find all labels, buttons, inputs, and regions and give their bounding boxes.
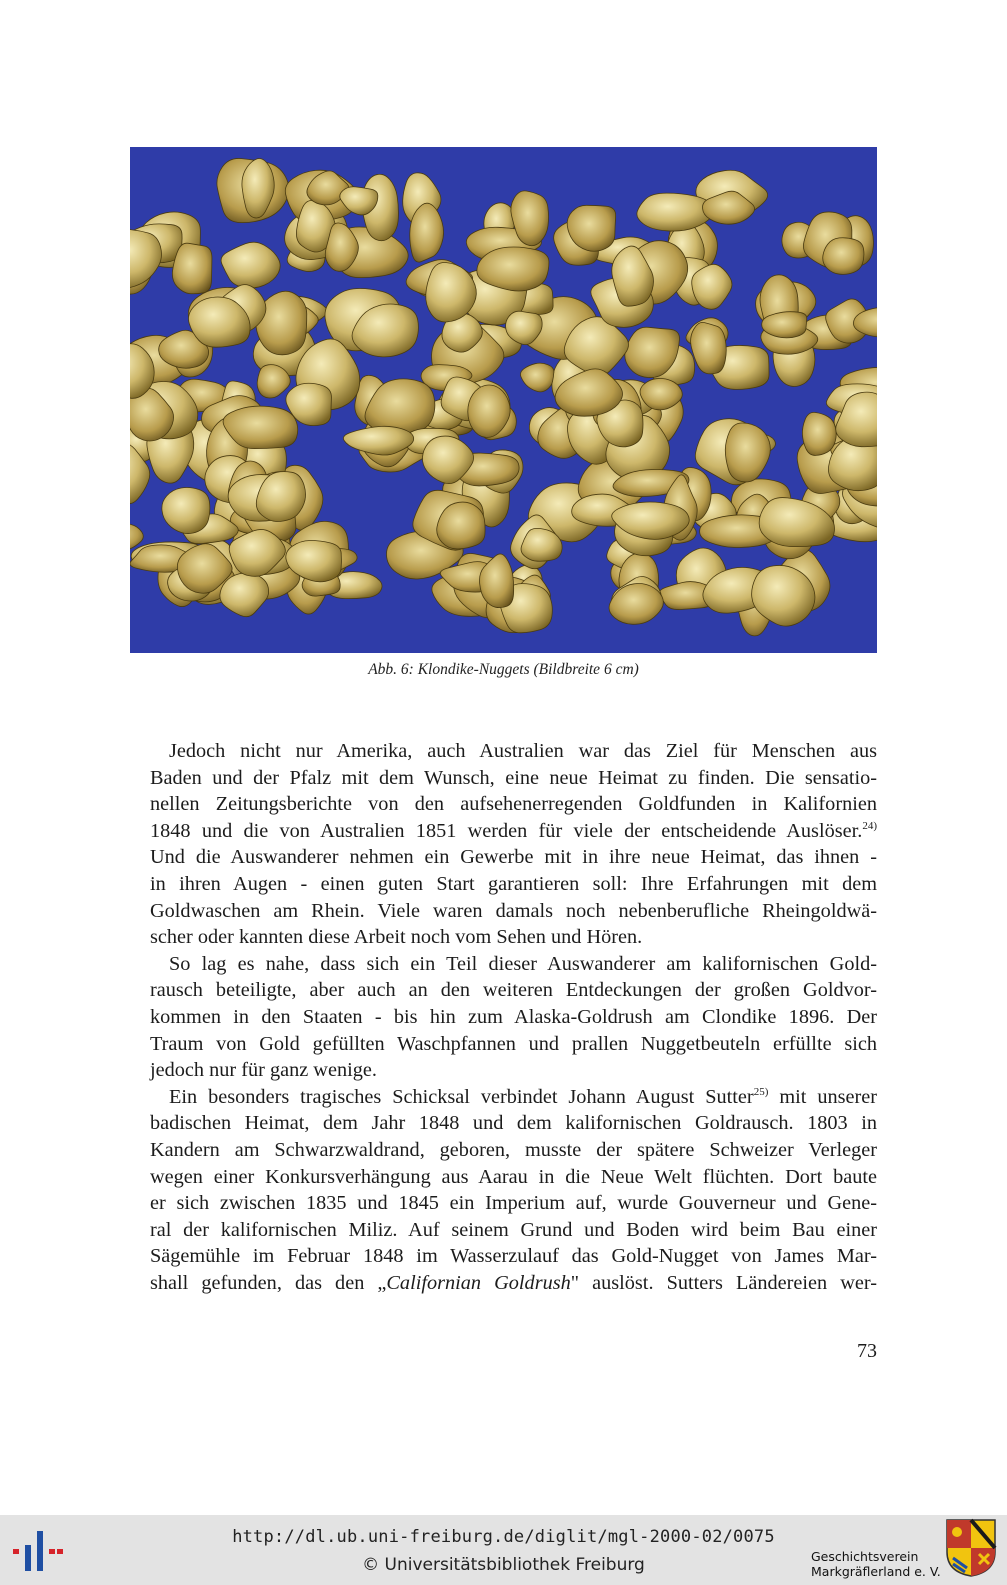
text-line: Ein besonders tragisches Schicksal verbindet Johann August Sutter: [169, 1085, 754, 1108]
copyright-notice: © Universitätsbibliothek Freiburg: [362, 1555, 645, 1575]
nugget-shape: [172, 243, 212, 294]
text-line: ral der kalifornischen Miliz. Auf seinem Grund und Boden wird beim Bau einer: [150, 1218, 877, 1241]
text-line: Baden und der Pfalz mit dem Wunsch, eine neue Heimat zu finden. Die sensatio-: [150, 766, 877, 789]
klondike-nuggets-photo: [130, 147, 877, 653]
nuggets-image: [130, 147, 877, 653]
body-text: [131, 738, 877, 1296]
footnote-ref-25: 25): [753, 1085, 769, 1098]
text-line: wegen einer Konkursverhängung aus Aarau in die Neue Welt flüchten. Dort baute: [150, 1165, 877, 1188]
text-line: So lag es nahe, dass sich ein Teil dieser Auswanderer am kalifornischen Gold-: [169, 952, 877, 975]
footer-bar: [0, 1515, 1007, 1585]
source-url-link[interactable]: http://dl.ub.uni-freiburg.de/diglit/mgl-2000-02/0075: [232, 1527, 775, 1547]
paragraph-3: [131, 1084, 877, 1297]
text-line: scher oder kannten diese Arbeit noch vom Sehen und Hören.: [150, 926, 643, 949]
text-line: Kandern am Schwarzwaldrand, geboren, musste der spätere Schweizer Verleger: [150, 1138, 877, 1161]
text-line: badischen Heimat, dem Jahr 1848 und dem kalifornischen Goldrausch. 1803 in: [150, 1112, 877, 1135]
text-line: rausch beteiligte, aber auch an den weiteren Entdeckungen der großen Goldvor-: [150, 979, 877, 1002]
text-line: mit unserer: [768, 1085, 877, 1108]
figure-caption: Abb. 6: Klondike-Nuggets (Bildbreite 6 cm): [368, 661, 639, 678]
text-segment: " auslöst. Sutters Ländereien wer-: [570, 1271, 877, 1294]
text-line: Sägemühle im Februar 1848 im Wasserzulauf das Gold-Nugget von James Mar-: [150, 1245, 877, 1268]
text-line-last: [131, 1270, 877, 1297]
text-line: kommen in den Staaten - bis hin zum Alaska-Goldrush am Clondike 1896. Der: [150, 1005, 877, 1028]
text-line-with-footnote: [131, 818, 877, 845]
society-name: [811, 1549, 941, 1579]
text-line: 1848 und die von Australien 1851 werden für viele der entscheidende Auslöser.: [150, 819, 863, 842]
text-line: Und die Auswanderer nehmen ein Gewerbe mit in ihre neue Heimat, das ihnen -: [150, 846, 877, 869]
paragraph-1: [131, 738, 877, 951]
nugget-shape: [802, 412, 836, 455]
text-line: Jedoch nicht nur Amerika, auch Australien war das Ziel für Menschen aus: [169, 740, 877, 762]
footnote-ref-24: 24): [862, 819, 877, 832]
text-line: er sich zwischen 1835 und 1845 ein Imperium auf, wurde Gouverneur und Gene-: [150, 1192, 877, 1215]
text-line: nellen Zeitungsberichte von den aufsehenerregenden Goldfunden in Kalifornien: [150, 793, 877, 816]
text-line: jedoch nur für ganz wenige.: [150, 1059, 377, 1082]
paragraph-2: [131, 951, 877, 1084]
text-segment: shall gefunden, das den „: [150, 1271, 387, 1294]
text-line: in ihren Augen - einen guten Start garantieren soll: Ihre Erfahrungen mit dem: [150, 872, 877, 895]
coat-of-arms-icon[interactable]: [945, 1518, 997, 1578]
society-line-1: Geschichtsverein: [811, 1549, 919, 1564]
nugget-shape: [823, 238, 864, 275]
page-number: 73: [857, 1340, 877, 1362]
italic-term: Californian Goldrush: [386, 1271, 571, 1294]
text-line: Goldwaschen am Rhein. Viele waren damals noch nebenberufliche Rheingoldwä-: [150, 899, 877, 922]
text-line-with-footnote: [131, 1084, 877, 1111]
text-line: Traum von Gold gefüllten Waschpfannen und prallen Nuggetbeuteln erfüllte sich: [150, 1032, 877, 1055]
society-line-2: Markgräflerland e. V.: [811, 1564, 941, 1579]
